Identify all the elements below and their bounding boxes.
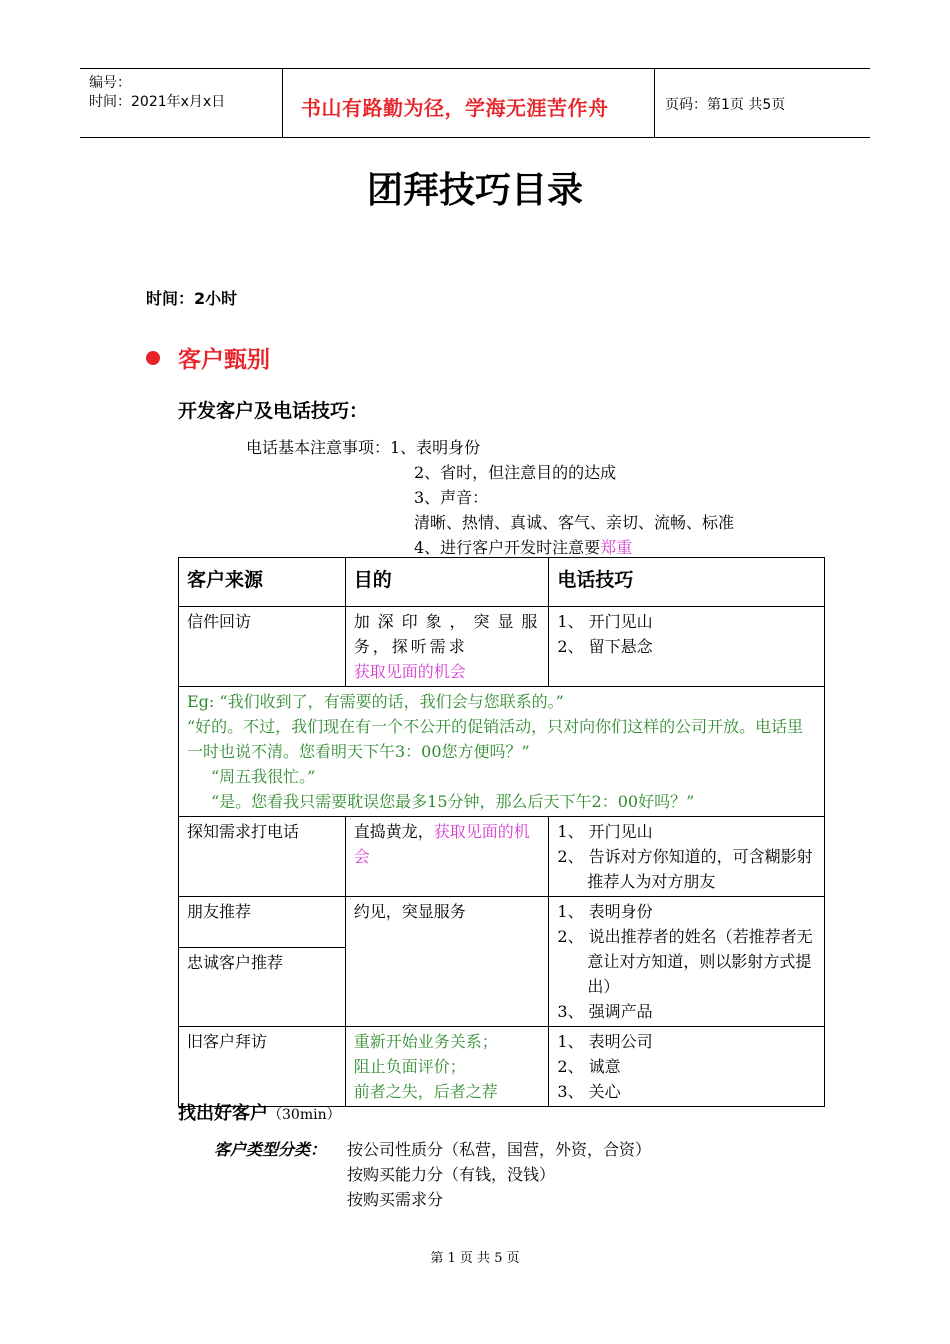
table-header-cell: 目的 <box>345 558 549 607</box>
header-meta-cell <box>80 69 283 137</box>
source-cell: 旧客户拜访 <box>179 1027 346 1107</box>
tip-item: 1、 表明身份 <box>557 902 653 921</box>
purpose-cell <box>345 817 549 897</box>
tip-item: 2、 告诉对方你知道的，可含糊影射推荐人为对方朋友 <box>557 847 813 891</box>
subheading-find-good-customers <box>178 1099 341 1125</box>
customer-source-table <box>178 557 825 1107</box>
page-footer: 第 1 页 共 5 页 <box>430 1251 520 1266</box>
purpose-cell <box>345 607 549 687</box>
purpose-highlight: 获取见面的机会 <box>353 662 466 681</box>
table-row <box>179 1027 825 1107</box>
table-header-row <box>179 558 825 607</box>
tip-item: 2、 留下悬念 <box>557 637 653 656</box>
source-cell-split <box>179 897 346 1027</box>
category-item: 按购买需求分 <box>347 1190 444 1209</box>
example-line: Eg: “我们收到了，有需要的话，我们会与您联系的。” <box>187 692 564 711</box>
tip-item: 1、 开门见山 <box>557 612 653 631</box>
source-cell: 探知需求打电话 <box>179 817 346 897</box>
tip-item: 3、 关心 <box>557 1082 621 1101</box>
purpose-cell <box>345 1027 549 1107</box>
source-loyal-referral: 忠诚客户推荐 <box>187 953 284 972</box>
tips-cell <box>549 897 825 1027</box>
phone-note-4-text: 4、进行客户开发时注意要 <box>414 538 601 557</box>
table-row <box>179 817 825 897</box>
purpose-highlight: 获取见面的机会 <box>353 822 530 866</box>
customer-category-label: 客户类型分类： <box>214 1140 327 1159</box>
source-friend-referral: 朋友推荐 <box>179 897 345 948</box>
duration-label: 时间：2小时 <box>146 289 238 308</box>
header-page-label: 页码：第1页 共5页 <box>665 97 786 113</box>
table-header-cell: 客户来源 <box>179 558 346 607</box>
table-row <box>179 607 825 687</box>
doc-number-label: 编号： <box>89 75 131 91</box>
phone-note-4 <box>414 535 632 558</box>
header-motto-cell <box>283 69 655 137</box>
phone-note-2: 2、省时，但注意目的的达成 <box>414 463 617 482</box>
tips-cell <box>549 817 825 897</box>
tip-item: 2、 诚意 <box>557 1057 621 1076</box>
example-line: “好的。不过，我们现在有一个不公开的促销活动，只对向你们这样的公司开放。电话里一时也说不清。您看明天下午3：00您方便吗？” <box>187 717 804 761</box>
example-dialogue-cell <box>179 687 825 817</box>
table-row-example <box>179 687 825 817</box>
purpose-item: 重新开始业务关系； <box>353 1032 498 1051</box>
tip-item: 1、 表明公司 <box>557 1032 653 1051</box>
source-cell: 信件回访 <box>179 607 346 687</box>
purpose-text: 直捣黄龙， <box>353 822 434 841</box>
phone-note-3: 3、声音： <box>414 488 489 507</box>
example-line: “是。您看我只需要耽误您最多15分钟，那么后天下午2：00好吗？” <box>211 792 695 811</box>
purpose-text: 加深印象，突显服务，探听需求 <box>353 612 541 656</box>
tip-item: 2、 说出推荐者的姓名（若推荐者无意让对方知道，则以影射方式提出） <box>557 927 813 996</box>
document-header <box>80 68 870 138</box>
find-customers-duration: （30min） <box>268 1107 341 1123</box>
tips-cell <box>549 1027 825 1107</box>
purpose-cell: 约见，突显服务 <box>345 897 549 1027</box>
tip-item: 3、 强调产品 <box>557 1002 653 1021</box>
category-item: 按购买能力分（有钱，没钱） <box>347 1165 556 1184</box>
table-header-cell: 电话技巧 <box>549 558 825 607</box>
purpose-item: 阻止负面评价； <box>353 1057 466 1076</box>
table-row <box>179 897 825 1027</box>
phone-note-4-highlight: 郑重 <box>600 538 633 557</box>
bullet-icon <box>146 351 160 365</box>
purpose-item: 前者之失，后者之荐 <box>353 1082 498 1101</box>
find-customers-title: 找出好客户 <box>178 1103 268 1124</box>
tips-cell <box>549 607 825 687</box>
category-item: 按公司性质分（私营，国营，外资，合资） <box>347 1140 652 1159</box>
header-motto: 书山有路勤为径，学海无涯苦作舟 <box>301 96 609 120</box>
example-line: “周五我很忙。” <box>211 767 316 786</box>
subheading-phone-skills: 开发客户及电话技巧： <box>178 400 369 422</box>
section-heading-customer-screening: 客户甄别 <box>178 347 270 373</box>
doc-date-label: 时间：2021年x月x日 <box>89 94 226 110</box>
phone-notes-intro: 电话基本注意事项：1、表明身份 <box>246 438 481 457</box>
tip-item: 1、 开门见山 <box>557 822 653 841</box>
phone-note-voice: 清晰、热情、真诚、客气、亲切、流畅、标准 <box>414 513 735 532</box>
page-title: 团拜技巧目录 <box>366 170 583 211</box>
